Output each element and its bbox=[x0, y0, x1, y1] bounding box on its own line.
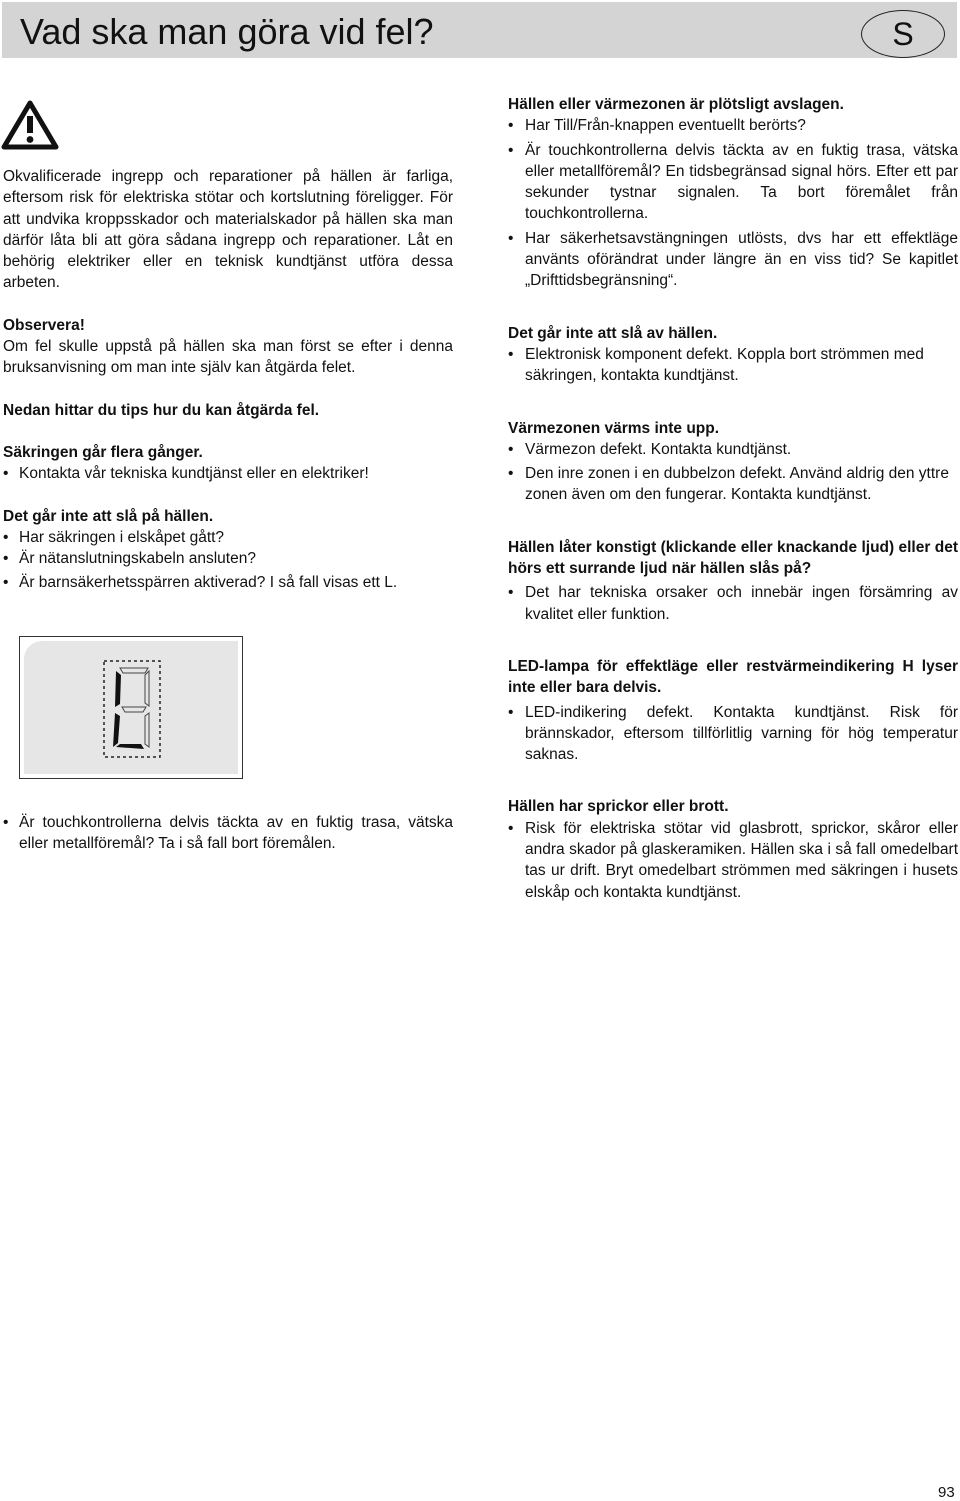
list-item: • Elektronisk komponent defekt. Koppla bort strömmen med säkringen, kontakta kundtjänst. bbox=[508, 344, 958, 387]
page-number: 93 bbox=[938, 1484, 955, 1501]
list-item: • Har säkringen i elskåpet gått? bbox=[3, 527, 453, 548]
list-item: • Har Till/Från-knappen eventuellt berörts? bbox=[508, 115, 958, 136]
list-item: • Är touchkontrollerna delvis täckta av en fuktig trasa, vätska eller metallföremål? En tidsbegränsad signal hörs. Efter ett par sekunder tystnar signalen. Ta bort föremålet från touchkontrollerna. bbox=[508, 140, 958, 225]
list-item: • Kontakta vår tekniska kundtjänst eller en elektriker! bbox=[3, 463, 453, 484]
list-item: • Värmezon defekt. Kontakta kundtjänst. bbox=[508, 439, 958, 460]
list-item: • Är barnsäkerhetsspärren aktiverad? I så fall visas ett L. bbox=[3, 572, 453, 593]
list-item: • Den inre zonen i en dubbelzon defekt. Använd aldrig den yttre zonen även om den fungerar. Kontakta kundtjänst. bbox=[508, 463, 958, 506]
warning-text: Okvalificerade ingrepp och reparationer på hällen är farliga, eftersom risk för elektriska stötar och kortslutning föreligger. För att undvika kroppsskador och materialskador på hällen ska man därför låta bli att göra sådana ingrepp och reparationer. Låt en behörig elektriker eller en teknisk kundtjänst utföra dessa arbeten. bbox=[3, 168, 453, 292]
tips-heading: Nedan hittar du tips hur du kan åtgärda fel. bbox=[3, 401, 320, 419]
section-heading: Det går inte att slå på hällen. bbox=[3, 507, 214, 525]
section-heading: Säkringen går flera gånger. bbox=[3, 443, 203, 461]
right-column bbox=[508, 94, 958, 903]
section-heading: Hällen eller värmezonen är plötsligt avslagen. bbox=[508, 96, 844, 113]
section-heading: Hällen låter konstigt (klickande eller knackande ljud) eller det hörs ett surrande ljud när hällen slås på? bbox=[508, 538, 958, 578]
section-heading: Värmezonen värms inte upp. bbox=[508, 419, 720, 437]
note-text: Om fel skulle uppstå på hällen ska man först se efter i denna bruksanvisning om man inte själv kan åtgärda felet. bbox=[3, 338, 453, 377]
list-item: • Är nätanslutningskabeln ansluten? bbox=[3, 548, 453, 569]
section-heading: Hällen har sprickor eller brott. bbox=[508, 798, 729, 816]
page-title: Vad ska man göra vid fel? bbox=[20, 11, 434, 52]
list-item: • Har säkerhetsavstängningen utlösts, dvs har ett effektläge använts oförändrat under längre än en viss tid? Se kapitlet „Drifttidsbegränsning“. bbox=[508, 228, 958, 292]
warning-triangle-icon bbox=[1, 100, 59, 150]
list-item: • Risk för elektriska stötar vid glasbrott, sprickor, skåror eller andra skador på glaskeramiken. Hällen ska i så fall omedelbart tas ur drift. Bryt omedelbart strömmen med säkringen i husets elskåp och kontakta kundtjänst. bbox=[508, 818, 958, 903]
display-illustration bbox=[19, 636, 243, 779]
section-heading: LED-lampa för effektläge eller restvärmeindikering H lyser inte eller bara delvis. bbox=[508, 657, 958, 697]
header-bar bbox=[2, 2, 957, 58]
seven-segment-display bbox=[102, 659, 162, 759]
note-title: Observera! bbox=[3, 316, 85, 334]
section-heading: Det går inte att slå av hällen. bbox=[508, 324, 718, 342]
language-badge: S bbox=[861, 10, 945, 58]
left-after-figure bbox=[3, 812, 453, 855]
list-item: • Det har tekniska orsaker och innebär ingen försämring av kvalitet eller funktion. bbox=[508, 582, 958, 625]
list-item: • Är touchkontrollerna delvis täckta av en fuktig trasa, vätska eller metallföremål? Ta i så fall bort föremålen. bbox=[3, 812, 453, 855]
left-column bbox=[3, 166, 453, 594]
list-item: • LED-indikering defekt. Kontakta kundtjänst. Risk för brännskador, eftersom tillförlitlig varning för hög temperatur saknas. bbox=[508, 702, 958, 766]
